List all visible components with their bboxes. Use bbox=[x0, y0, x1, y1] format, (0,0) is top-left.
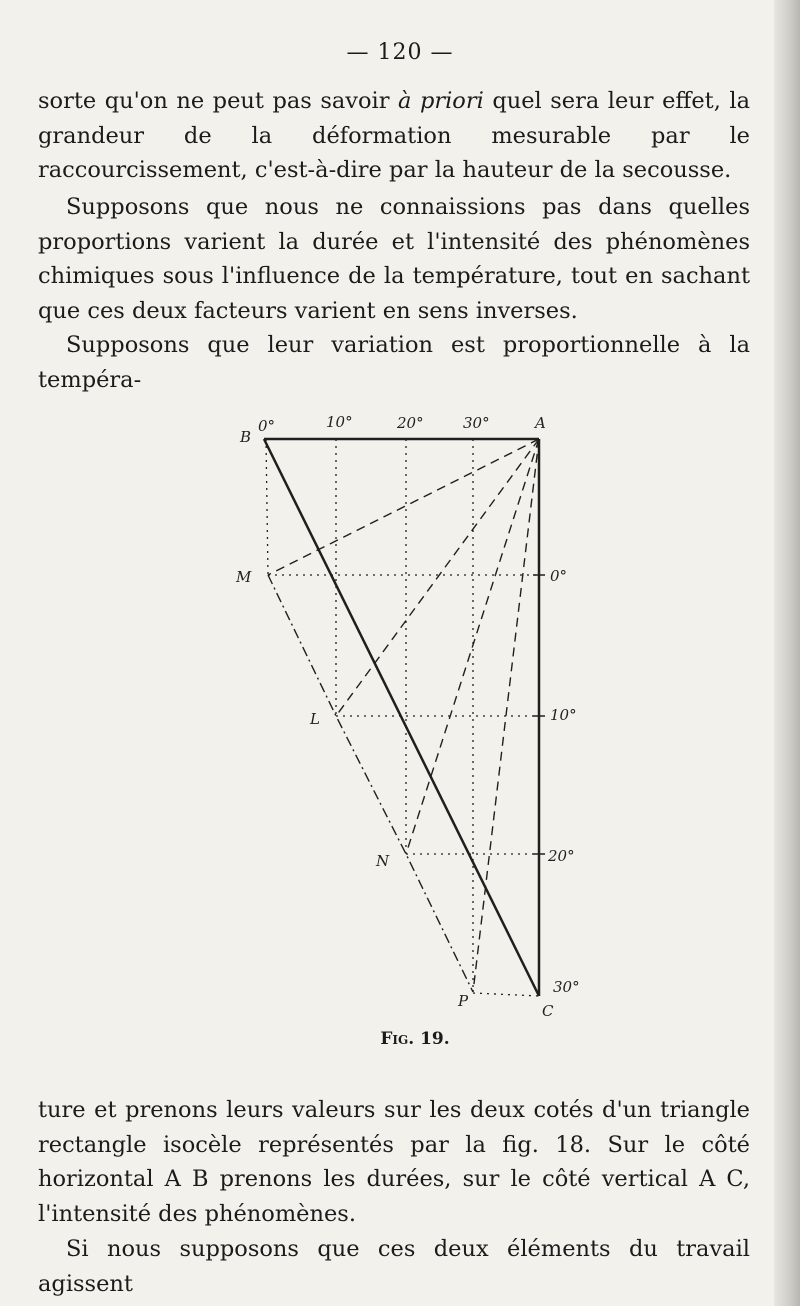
vertical-dotted-0 bbox=[266, 439, 268, 575]
figure-caption: Fig. 19. bbox=[380, 1029, 450, 1049]
label-n: N bbox=[376, 852, 390, 870]
dashed-a-to-l bbox=[336, 439, 539, 716]
horizontal-dotted-p bbox=[473, 993, 539, 996]
paragraph-1-start: sorte qu'on ne peut pas savoir bbox=[38, 88, 399, 114]
side-tick-20: 20° bbox=[548, 847, 575, 865]
paragraph-2: Supposons que nous ne connaissions pas dans quelles proportions varient la durée et l'intensité des phénomènes chimiques sous l'influence de la température, tout en sachant que ces deux facteurs varient en sens inverses. bbox=[38, 194, 750, 324]
side-tick-10: 10° bbox=[550, 706, 577, 724]
paragraph-3: Supposons que leur variation est proportionnelle à la tempéra- bbox=[38, 332, 750, 393]
label-c: C bbox=[542, 1002, 554, 1020]
dashed-a-to-p bbox=[473, 439, 539, 992]
side-tick-30: 30° bbox=[553, 978, 580, 996]
label-a: A bbox=[535, 414, 546, 432]
dash-dot-curve-mlnp bbox=[268, 575, 473, 992]
paragraph-4: ture et prenons leurs valeurs sur les deux cotés d'un triangle rectangle isocèle représentés par la fig. 18. Sur le côté horizontal A B prenons les durées, sur le côté vertical A C, l'intensité des phénomènes. bbox=[38, 1097, 750, 1227]
dashed-a-to-n bbox=[406, 439, 539, 854]
paragraph-1-end: quel sera leur effet, la grandeur de la déformation mesurable par le raccourcissement, c'est-à-dire par la hauteur de la secousse. bbox=[38, 88, 751, 183]
side-tick-0: 0° bbox=[550, 567, 568, 585]
hypotenuse-bc bbox=[264, 439, 539, 996]
paragraph-1-italic: à priori bbox=[398, 88, 484, 114]
top-tick-30: 30° bbox=[463, 414, 490, 432]
top-tick-20: 20° bbox=[397, 414, 424, 432]
top-tick-10: 10° bbox=[326, 413, 353, 431]
label-l: L bbox=[310, 710, 320, 728]
paragraph-5: Si nous supposons que ces deux éléments du travail agissent bbox=[38, 1236, 750, 1297]
label-p: P bbox=[458, 992, 469, 1010]
label-m: M bbox=[236, 568, 252, 586]
page-number: — 120 — bbox=[346, 40, 454, 65]
top-tick-0: 0° bbox=[258, 417, 276, 435]
label-b: B bbox=[240, 428, 252, 446]
dashed-a-to-m bbox=[268, 439, 539, 575]
